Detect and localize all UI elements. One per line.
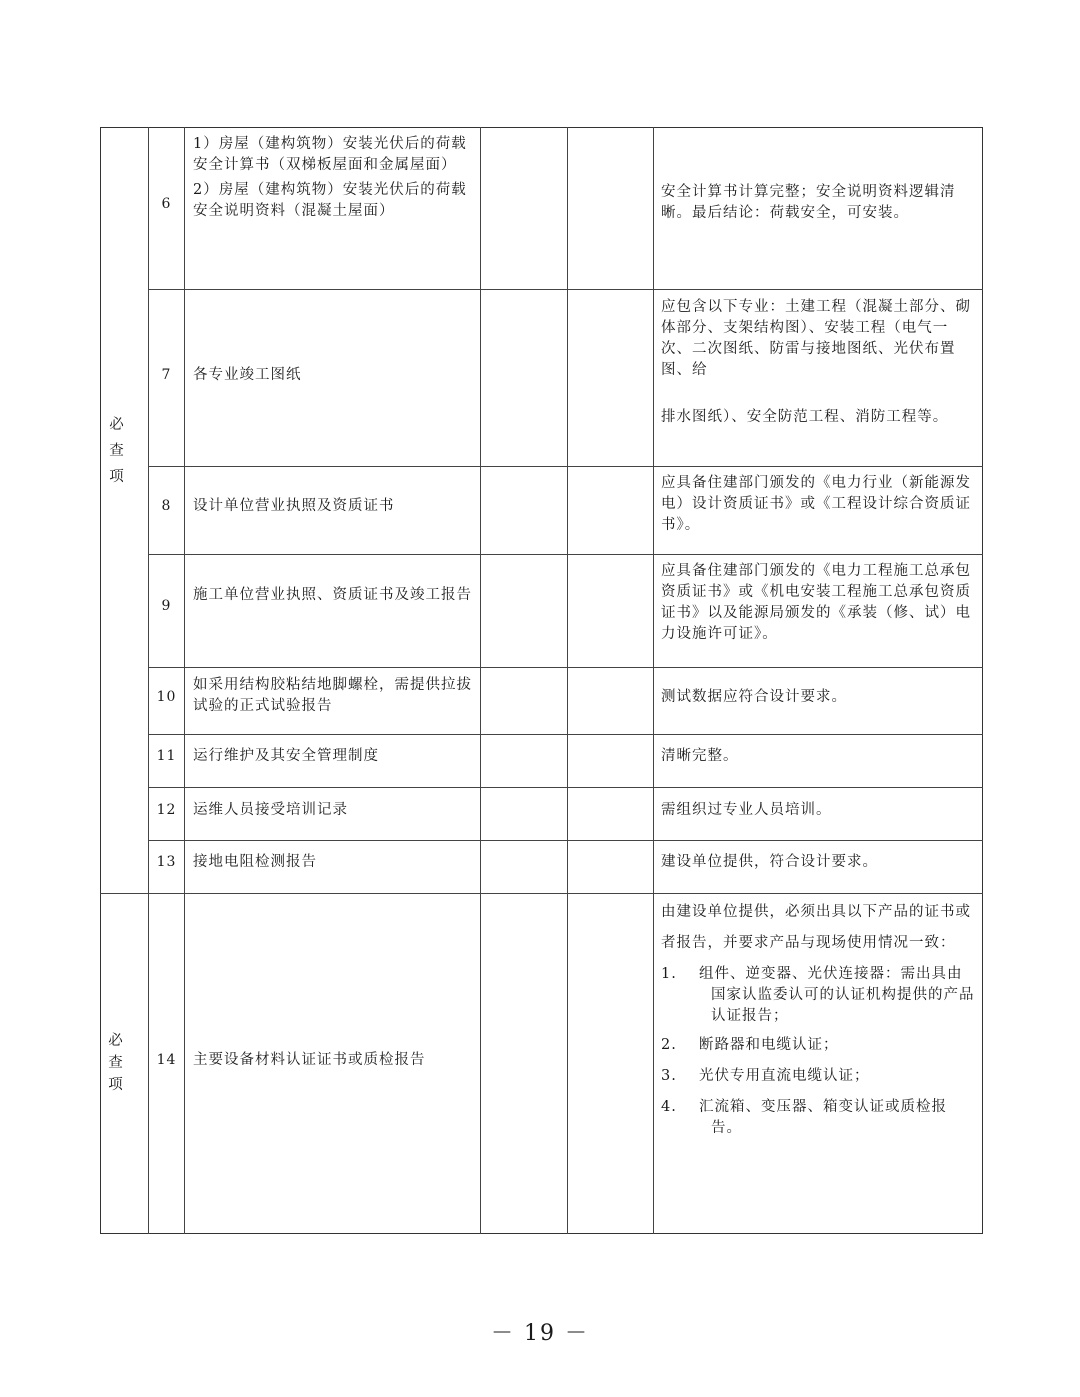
row-divider	[148, 734, 983, 735]
row-number: 6	[161, 196, 172, 212]
category-label: 必查项	[109, 417, 125, 485]
row-divider	[148, 554, 983, 555]
row-divider	[148, 289, 983, 290]
item-text: 运维人员接受培训记录	[193, 802, 348, 818]
row-number: 9	[161, 598, 172, 614]
category-label: 必查项	[108, 1033, 124, 1093]
list-item: 2. 断路器和电缆认证；	[661, 1037, 839, 1053]
row-number: 12	[156, 802, 177, 818]
requirement-text: 需组织过专业人员培训。	[661, 802, 832, 818]
item-text: 施工单位营业执照、资质证书及竣工报告	[193, 587, 472, 603]
row-divider	[100, 893, 983, 894]
requirement-text: 测试数据应符合设计要求。	[661, 689, 847, 705]
row-number: 14	[156, 1052, 177, 1068]
item-text: 设计单位营业执照及资质证书	[193, 498, 395, 514]
list-item: 4. 汇流箱、变压器、箱变认证或质检报 告。	[661, 1099, 947, 1136]
col-divider-5	[653, 127, 654, 1234]
item-text: 主要设备材料认证证书或质检报告	[193, 1052, 426, 1068]
row-number: 7	[161, 367, 172, 383]
requirement-text: 应具备住建部门颁发的《电力工程施工总承包资质证书》或《机电安装工程施工总承包资质证书》以及能源局颁发的《承装（修、试）电力设施许可证》。	[661, 563, 971, 642]
row-number: 13	[156, 854, 177, 870]
row-divider	[148, 840, 983, 841]
col-divider-4	[567, 127, 568, 1234]
item-text: 1）房屋（建构筑物）安装光伏后的荷载安全计算书（双梯板屋面和金属屋面） 2）房屋（建构筑物）安装光伏后的荷载安全说明资料（混凝土屋面）	[193, 136, 467, 219]
requirement-text: 清晰完整。	[661, 748, 739, 764]
row-divider	[148, 466, 983, 467]
row-number: 11	[156, 748, 177, 764]
col-divider-3	[480, 127, 481, 1234]
list-item: 3. 光伏专用直流电缆认证；	[661, 1068, 870, 1084]
item-text: 接地电阻检测报告	[193, 854, 317, 870]
item-text: 各专业竣工图纸	[193, 367, 302, 383]
item-text: 如采用结构胶粘结地脚螺栓，需提供拉拔试验的正式试验报告	[193, 677, 472, 714]
row-divider	[148, 787, 983, 788]
requirement-text: 建设单位提供，符合设计要求。	[661, 854, 878, 870]
row-number: 10	[156, 689, 177, 705]
requirement-text: 由建设单位提供，必须出具以下产品的证书或 者报告，并要求产品与现场使用情况一致： 1. 组件、逆变器、光伏连接器：需出具由 国家认监委认可的认证机构提供的产品认证报告； 2. 断路器和电缆认证； 3. 光伏专用直流电缆认证； 4. 汇流箱、变压器、箱变认证或质检报 告。	[661, 902, 979, 1147]
row-divider	[148, 667, 983, 668]
requirement-text: 应包含以下专业：土建工程（混凝土部分、砌体部分、支架结构图）、安装工程（电气一次、二次图纸、防雷与接地图纸、光伏布置图、给 排水图纸）、安全防范工程、消防工程等。	[661, 299, 971, 425]
requirement-text: 安全计算书计算完整；安全说明资料逻辑清晰。最后结论：荷载安全，可安装。	[661, 184, 956, 221]
requirement-text: 应具备住建部门颁发的《电力行业（新能源发电）设计资质证书》或《工程设计综合资质证书》。	[661, 475, 971, 533]
item-text: 运行维护及其安全管理制度	[193, 748, 379, 764]
row-number: 8	[161, 498, 172, 514]
list-item: 1. 组件、逆变器、光伏连接器：需出具由 国家认监委认可的认证机构提供的产品认证报告；	[661, 966, 975, 1024]
page-number: － 19 －	[491, 1321, 589, 1346]
